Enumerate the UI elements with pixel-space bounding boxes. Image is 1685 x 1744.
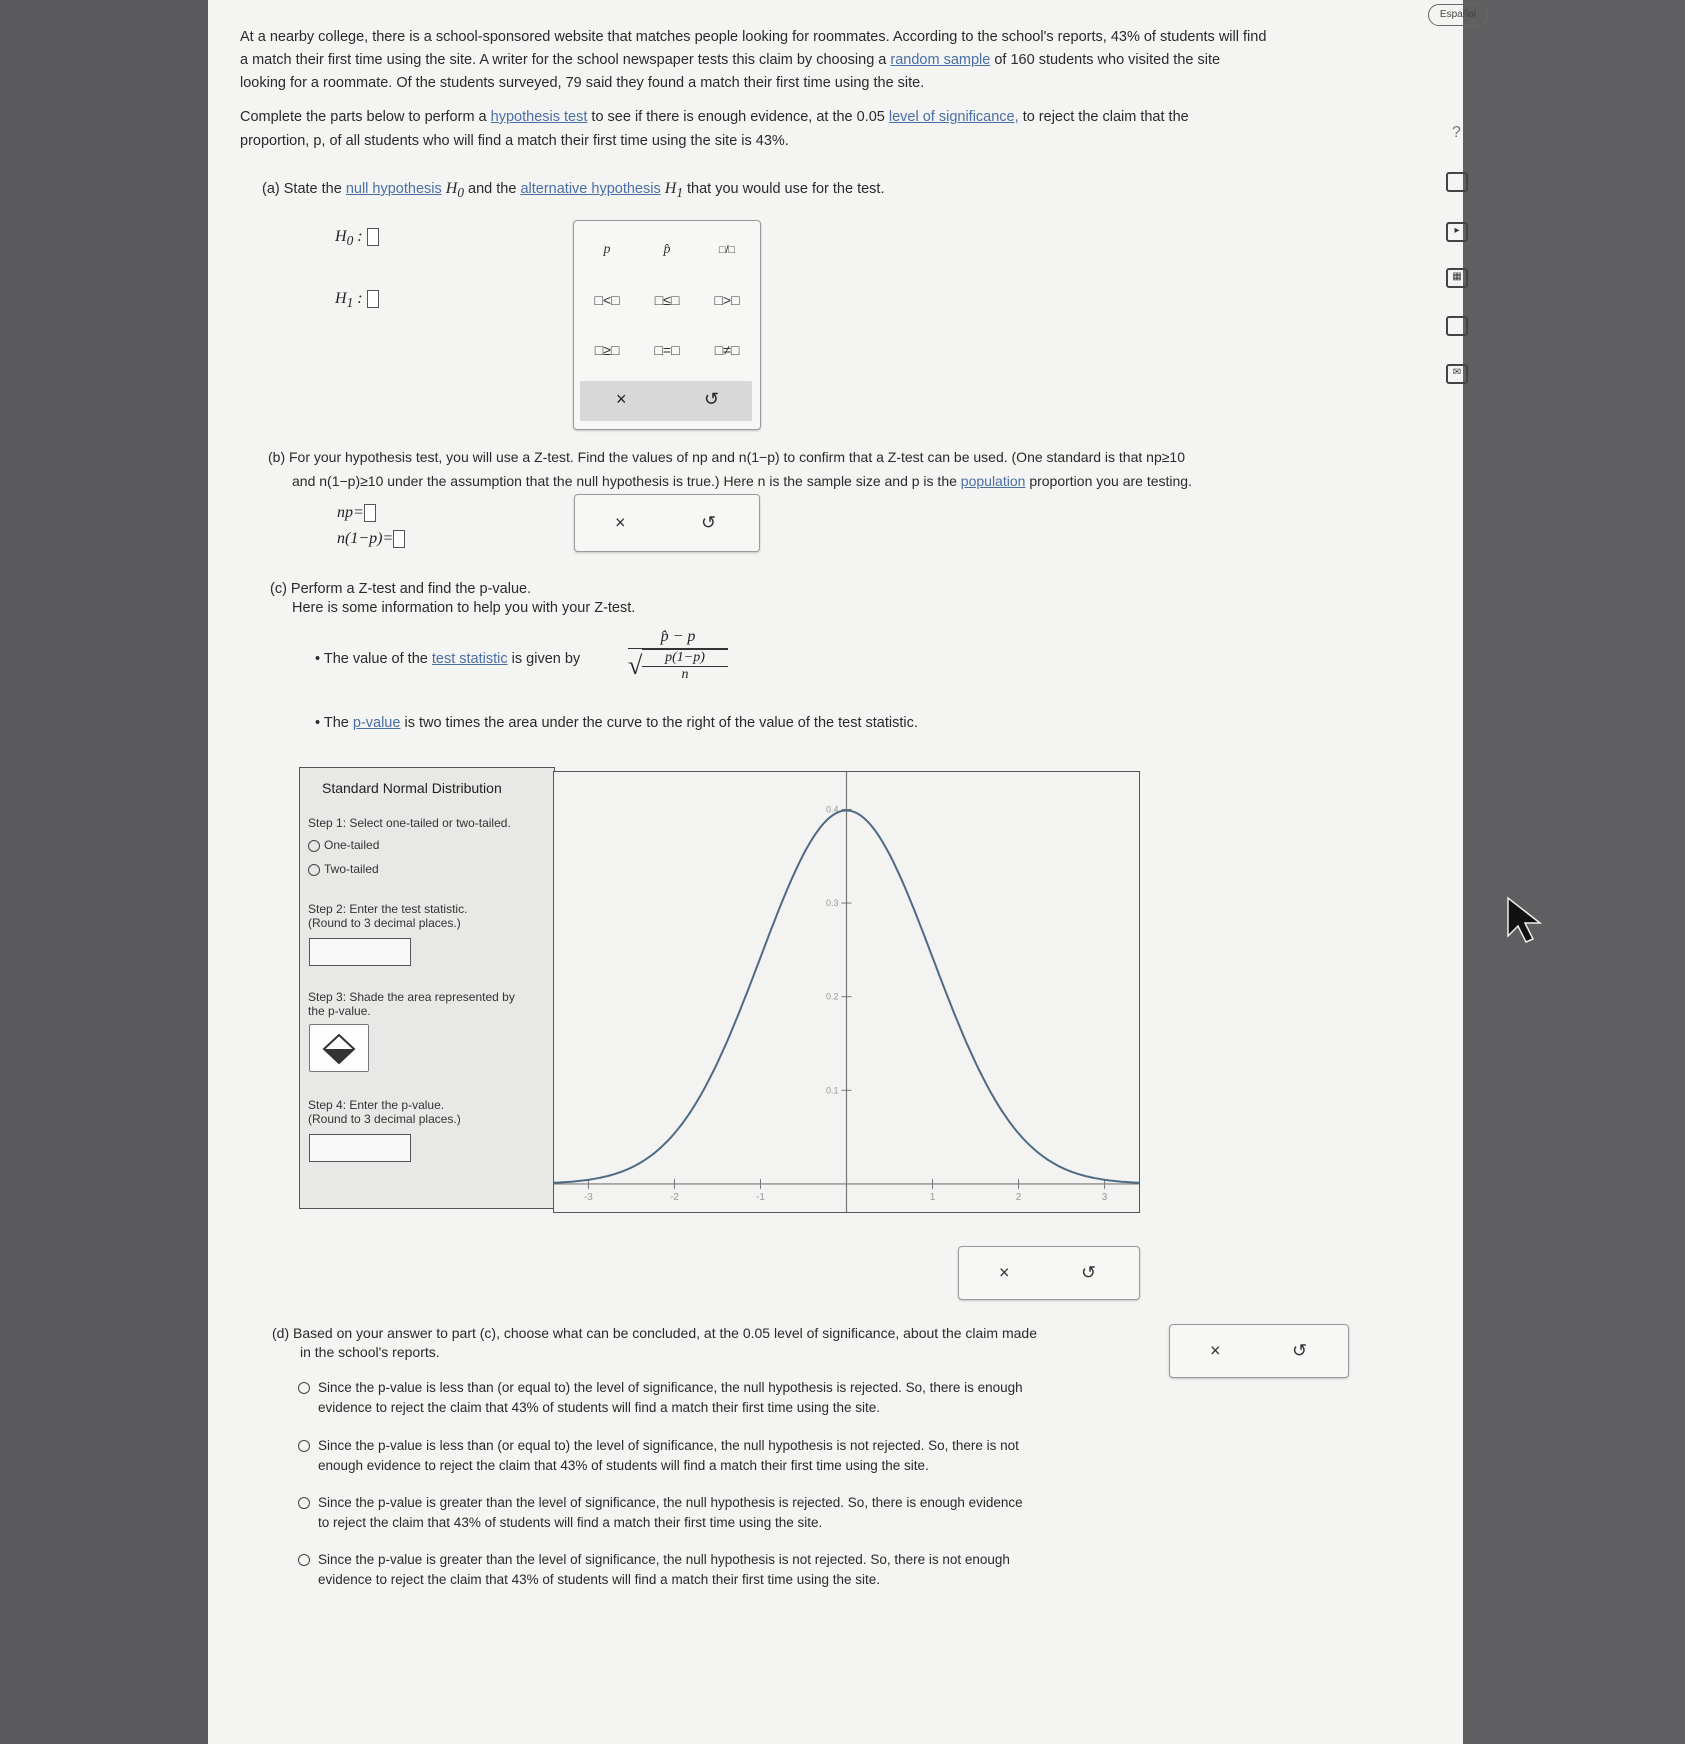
normal-curve-svg: [554, 772, 1139, 1212]
step3-label: Step 3: Shade the area represented by: [308, 990, 515, 1004]
inner-denominator: n: [681, 667, 689, 682]
undo-button[interactable]: ↺: [701, 512, 717, 533]
help-icon[interactable]: ?: [1452, 124, 1461, 141]
palette-less-equal-button[interactable]: □≤□: [654, 292, 680, 308]
random-sample-link[interactable]: random sample: [890, 52, 991, 68]
two-tailed-label: Two-tailed: [324, 862, 379, 876]
panel-title: Standard Normal Distribution: [322, 780, 502, 796]
p-value-input[interactable]: [309, 1134, 411, 1162]
level-of-significance-link[interactable]: level of significance,: [888, 109, 1019, 125]
h1-row: [335, 290, 379, 311]
option-line-b: evidence to reject the claim that 43% of students will find a match their first time using the site.: [318, 1572, 881, 1587]
y-tick-label: 0.2: [825, 991, 839, 1002]
video-icon[interactable]: ▸: [1446, 222, 1468, 242]
clear-button[interactable]: ×: [615, 512, 626, 533]
colon: :: [357, 290, 363, 307]
h0-symbol: [445, 180, 465, 201]
part-c-line-2: Here is some information to help you with your Z-test.: [292, 600, 636, 616]
part-a-prompt: [262, 178, 885, 204]
part-c-action-box: [958, 1246, 1140, 1300]
bullet-text: The value of the: [323, 651, 428, 667]
bullet-text: The: [323, 715, 349, 731]
part-b-line-2: [292, 470, 1192, 492]
clear-button[interactable]: ×: [999, 1262, 1010, 1283]
conclusion-option-4[interactable]: [298, 1550, 1158, 1590]
mouse-pointer-icon: [1506, 896, 1550, 946]
p-value-link[interactable]: p-value: [352, 715, 401, 731]
radio-circle: [298, 1497, 310, 1509]
option-line-a: Since the p-value is greater than the level of significance, the null hypothesis is rejected. So, there is enough evidence: [318, 1495, 1023, 1510]
subscript: 1: [676, 185, 683, 201]
shade-icon: [310, 1025, 368, 1071]
part-b-text: proportion you are testing.: [1029, 473, 1192, 489]
step4-note: (Round to 3 decimal places.): [308, 1112, 461, 1126]
test-statistic-input[interactable]: [309, 938, 411, 966]
part-d-line-1: (d) Based on your answer to part (c), choose what can be concluded, at the 0.05 level of significance, about the claim made: [272, 1325, 1037, 1341]
palette-footer: [580, 381, 752, 421]
part-a-text: that you would use for the test.: [687, 181, 885, 197]
part-b-action-box: [574, 494, 760, 552]
part-a-text: and the: [468, 181, 517, 197]
instructions-line-2: proportion, p, of all students who will find a match their first time using the site is 43%.: [240, 133, 789, 149]
undo-button[interactable]: ↺: [1081, 1262, 1097, 1283]
subscript: 0: [457, 185, 465, 201]
h1-symbol: [664, 180, 683, 201]
bullet-test-statistic: • The value of the test statistic is given by: [315, 651, 581, 667]
x-tick-label: 1: [929, 1191, 936, 1203]
h-letter: H: [664, 180, 677, 197]
radio-circle: [308, 864, 320, 876]
colon: :: [357, 228, 363, 245]
normal-curve-plot[interactable]: [553, 771, 1140, 1213]
palette-not-equal-button[interactable]: □≠□: [714, 342, 740, 358]
formula-numerator: p̂ − p: [628, 628, 728, 649]
math-palette: [573, 220, 761, 430]
step1-label: Step 1: Select one-tailed or two-tailed.: [308, 816, 511, 830]
radio-circle: [298, 1554, 310, 1566]
textbook-icon[interactable]: [1446, 316, 1468, 336]
palette-p-button[interactable]: p: [603, 242, 611, 257]
x-tick-label: -3: [583, 1191, 593, 1203]
instructions-text: Complete the parts below to perform a: [240, 109, 487, 125]
subscript: 1: [346, 295, 354, 311]
option-line-a: Since the p-value is greater than the level of significance, the null hypothesis is not rejected. So, there is not enough: [318, 1552, 1010, 1567]
test-statistic-link[interactable]: test statistic: [431, 651, 508, 667]
h0-label: H: [335, 228, 347, 245]
one-tailed-radio[interactable]: [308, 838, 379, 852]
bullet-p-value: • The p-value is two times the area under the curve to the right of the value of the test statistic.: [315, 715, 918, 731]
formula-denominator: [628, 649, 728, 683]
z-formula: [628, 628, 728, 683]
language-button[interactable]: Español: [1428, 4, 1488, 26]
sqrt-symbol: √: [628, 651, 643, 680]
null-hypothesis-link[interactable]: null hypothesis: [345, 181, 442, 197]
hypothesis-test-link[interactable]: hypothesis test: [490, 109, 588, 125]
radio-circle: [298, 1382, 310, 1394]
step2-note: (Round to 3 decimal places.): [308, 916, 461, 930]
instructions-text: to reject the claim that the: [1022, 109, 1189, 125]
palette-greater-equal-button[interactable]: □≥□: [594, 342, 620, 358]
alternative-hypothesis-link[interactable]: alternative hypothesis: [520, 181, 661, 197]
bullet-text: is two times the area under the curve to the right of the value of the test statistic.: [404, 715, 918, 731]
undo-button[interactable]: ↺: [704, 389, 720, 409]
x-tick-label: -1: [756, 1191, 765, 1203]
h-letter: H: [445, 180, 458, 197]
intro-line-3: looking for a roommate. Of the students surveyed, 79 said they found a match their first time using the site.: [240, 75, 925, 91]
palette-phat-button[interactable]: p̂: [663, 242, 671, 257]
option-line-b: to reject the claim that 43% of students will find a match their first time using the site.: [318, 1515, 823, 1530]
intro-line-2: [240, 49, 1220, 71]
option-line-b: enough evidence to reject the claim that 43% of students will find a match their first time using the site.: [318, 1458, 929, 1473]
np-input[interactable]: [364, 504, 376, 522]
palette-fraction-button[interactable]: □/□: [718, 244, 736, 256]
instructions-line-1: [240, 106, 1189, 128]
h0-input[interactable]: [367, 228, 379, 246]
part-b-text: and n(1−p)≥10 under the assumption that the null hypothesis is true.) Here n is the sample size and p is the: [292, 473, 957, 489]
z-test-tool-panel: [299, 767, 555, 1209]
palette-equal-button[interactable]: □=□: [654, 342, 680, 358]
conclusion-option-2[interactable]: [298, 1436, 1158, 1476]
palette-greater-than-button[interactable]: □>□: [714, 292, 740, 308]
part-a-text: (a) State the: [262, 181, 342, 197]
y-tick-label: 0.3: [825, 898, 839, 909]
np-row: [337, 504, 376, 522]
option-line-a: Since the p-value is less than (or equal to) the level of significance, the null hypothesis is not rejected. So, there is not: [318, 1438, 1019, 1453]
y-tick-label: 0.1: [825, 1085, 839, 1096]
y-tick-label: 0.4: [825, 804, 839, 815]
population-link[interactable]: population: [960, 473, 1026, 489]
inner-numerator: p(1−p): [642, 650, 728, 667]
x-tick-label: -2: [669, 1191, 679, 1203]
bullet-text: is given by: [511, 651, 581, 667]
n1p-input[interactable]: [393, 530, 405, 548]
h0-row: [335, 228, 379, 249]
intro-text: a match their first time using the site. A writer for the school newspaper tests this claim by choosing a: [240, 52, 887, 68]
np-label: np=: [337, 504, 364, 521]
palette-less-than-button[interactable]: □<□: [594, 292, 620, 308]
h1-label: H: [335, 290, 347, 307]
n1p-label: n(1−p)=: [337, 530, 394, 547]
conclusion-option-1[interactable]: [298, 1378, 1158, 1418]
screen-bezel-right: [1463, 0, 1685, 1744]
subscript: 0: [346, 233, 354, 249]
data-table-icon[interactable]: ▦: [1446, 268, 1468, 288]
radio-circle: [308, 840, 320, 852]
clear-button[interactable]: ×: [616, 389, 627, 409]
step3-note: the p-value.: [308, 1004, 371, 1018]
intro-line-1: At a nearby college, there is a school-sponsored website that matches people looking for roommates. According to the school's reports, 43% of students will find: [240, 29, 1267, 45]
conclusion-option-3[interactable]: [298, 1493, 1158, 1533]
n1p-row: [337, 530, 405, 548]
clear-button[interactable]: ×: [1210, 1340, 1221, 1361]
undo-button[interactable]: ↺: [1292, 1340, 1308, 1361]
part-d-action-box: [1169, 1324, 1349, 1378]
one-tailed-label: One-tailed: [324, 838, 380, 852]
step2-label: Step 2: Enter the test statistic.: [308, 902, 468, 916]
intro-text: of 160 students who visited the site: [994, 52, 1221, 68]
radio-circle: [298, 1440, 310, 1452]
email-icon[interactable]: ✉: [1446, 364, 1468, 384]
x-tick-label: 3: [1101, 1191, 1108, 1203]
part-d-line-2: in the school's reports.: [300, 1344, 440, 1360]
option-line-a: Since the p-value is less than (or equal to) the level of significance, the null hypothesis is rejected. So, there is enough: [318, 1380, 1023, 1395]
instructions-text: to see if there is enough evidence, at the 0.05: [591, 109, 885, 125]
shade-tool-button[interactable]: [309, 1024, 369, 1072]
step4-label: Step 4: Enter the p-value.: [308, 1098, 445, 1112]
part-c-line-1: (c) Perform a Z-test and find the p-value.: [270, 581, 532, 597]
option-line-b: evidence to reject the claim that 43% of students will find a match their first time using the site.: [318, 1400, 881, 1415]
h1-input[interactable]: [367, 290, 379, 308]
part-b-line-1: (b) For your hypothesis test, you will use a Z-test. Find the values of np and n(1−p) to confirm that a Z-test can be used. (One standard is that np≥10: [268, 449, 1185, 465]
calculator-icon[interactable]: [1446, 172, 1468, 192]
x-tick-label: 2: [1015, 1191, 1022, 1203]
two-tailed-radio[interactable]: [308, 862, 379, 876]
